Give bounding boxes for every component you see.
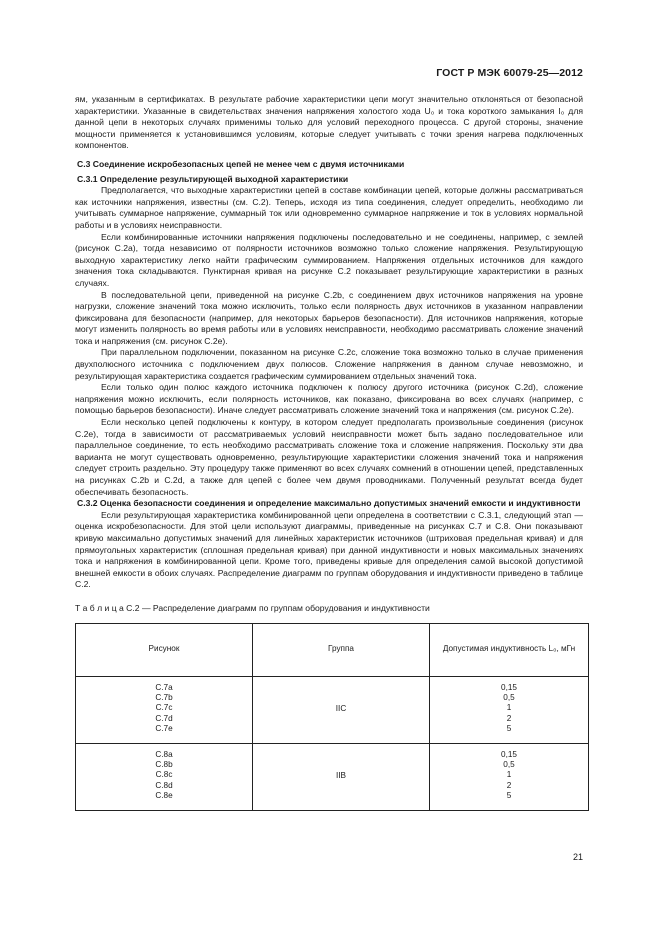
figure-ref: С.7а bbox=[155, 682, 173, 692]
column-header-group: Группа bbox=[253, 623, 430, 676]
inductance-value: 0,5 bbox=[503, 759, 515, 769]
diagram-distribution-table bbox=[75, 623, 589, 811]
inductance-value: 5 bbox=[506, 724, 512, 734]
figure-ref: С.8b bbox=[155, 759, 173, 769]
figure-ref: С.8d bbox=[155, 780, 173, 790]
section-heading-c31: С.3.1 Определение результирующей выходной характеристики bbox=[77, 173, 349, 184]
section-heading-c32: С.3.2 Оценка безопасности соединения и определение максимально допустимых значений емкости и индуктивности bbox=[77, 498, 581, 509]
paragraph: Если комбинированные источники напряжения подключены последовательно и не соединены, например, с землей (рисунок С.2а), тогда независимо от полярности источников возможно только сложение напряжения. Результирующую выходную характеристику легко найти графическим суммированием. Напряжения отдельных источников для каждого значения тока складываются. Пунктирная кривая на рисунке С.2 показывает результирующие характеристики в разных случаях. bbox=[75, 231, 583, 288]
figure-list-cell bbox=[76, 676, 253, 743]
inductance-value: 0,5 bbox=[503, 692, 515, 702]
figure-ref: С.7b bbox=[155, 692, 173, 702]
inductance-value: 1 bbox=[506, 703, 512, 713]
page-number: 21 bbox=[572, 852, 583, 862]
standard-code-header: ГОСТ Р МЭК 60079-25—2012 bbox=[436, 67, 583, 79]
column-header-inductance: Допустимая индуктивность L₀, мГн bbox=[430, 623, 589, 676]
document-body bbox=[75, 94, 583, 811]
inductance-value: 1 bbox=[506, 770, 512, 780]
group-cell: IIB bbox=[253, 743, 430, 810]
table-header-row bbox=[76, 623, 589, 676]
paragraph: Если несколько цепей подключены к контуру, в котором следует предполагать произвольные соединения (рисунок С.2е), тогда в зависимости от рассматриваемых условий неисправности может быть задано последовательное или параллельное соединение, то есть необходимо рассматривать сложение тока и сложение напряжения. Поскольку эти два варианта не могут существовать одновременно, результирующие характеристики сложения значений тока и напряжения следует строить раздельно. Эту процедуру также применяют во всех случаях сомнений в отношении цепей, представленных на рисунках С.2b и С.2d, а также для цепей с более чем двумя проводниками. Полученный результат всегда будет обеспечивать безопасность. bbox=[75, 417, 583, 497]
inductance-value: 5 bbox=[506, 791, 512, 801]
paragraph: Предполагается, что выходные характеристики цепей в составе комбинации цепей, которые должны рассматриваться как источники напряжения, известны (см. С.2). Теперь, исходя из типа соединения, следует определить, необходимо ли учитывать суммарное напряжение, суммарный ток или одновременно суммарное напряжение и ток в условиях нормальной работы и в условиях неисправности. bbox=[75, 185, 583, 230]
figure-ref: С.8е bbox=[155, 791, 173, 801]
inductance-list-cell bbox=[430, 743, 589, 810]
table-caption: Т а б л и ц а С.2 — Распределение диаграмм по группам оборудования и индуктивности bbox=[75, 602, 430, 613]
table-row bbox=[76, 676, 589, 743]
inductance-value: 0,15 bbox=[501, 749, 517, 759]
figure-ref: С.7d bbox=[155, 713, 173, 723]
figure-ref: С.8а bbox=[155, 749, 173, 759]
figure-ref: С.8с bbox=[155, 770, 173, 780]
figure-ref: С.7е bbox=[155, 724, 173, 734]
paragraph: При параллельном подключении, показанном на рисунке С.2с, сложение тока возможно только в случае применения двухполюсного источника с подключением двух полюсов. Сложение напряжения в данном случае невозможно, и результирующая характеристика создается графическим суммированием отдельных значений тока. bbox=[75, 347, 583, 381]
group-cell: IIC bbox=[253, 676, 430, 743]
inductance-value: 2 bbox=[506, 713, 512, 723]
figure-list-cell bbox=[76, 743, 253, 810]
paragraph: ям, указанным в сертификатах. В результате рабочие характеристики цепи могут значительно отклоняться от безопасной характеристики. Указанные в свидетельствах значения напряжения холостого хода U₀ и тока короткого замыкания I₀ для данной цепи в некоторых случаях применимы только для условий переходного процесса. С другой стороны, значение мощности применяется к установившимся условиям, которые следует учитывать с точки зрения нагрева подключенных компонентов. bbox=[75, 94, 583, 151]
inductance-value: 0,15 bbox=[501, 682, 517, 692]
paragraph: Если только один полюс каждого источника подключен к полюсу другого источника (рисунок С.2d), сложение напряжения можно исключить, если полярность источников, как показано, фиксирована во всех случаях (например, с помощью барьеров безопасности). Иначе следует рассматривать сложение значений тока и напряжения (см. рисунок С.2е). bbox=[75, 382, 583, 416]
paragraph: Если результирующая характеристика комбинированной цепи определена в соответствии с С.3.1, следующий этап — оценка искробезопасности. Для этой цели используют диаграммы, приведенные на рисунках С.7 и С.8. Они показывают кривую максимально допустимых значений для линейных характеристик источников (штриховая предельная кривая) и для прямоугольных характеристик (сплошная предельная кривая) при данной индуктивности и новых максимальных значениях тока и напряжения в комбинированной цепи. Кроме того, приведены кривые для определения самой высокой допустимой внешней емкости в обоих случаях. Распределение диаграмм по группам оборудования и индуктивности приведено в таблице С.2. bbox=[75, 509, 583, 590]
column-header-figure: Рисунок bbox=[76, 623, 253, 676]
figure-ref: С.7с bbox=[155, 703, 173, 713]
section-heading-c3: С.3 Соединение искробезопасных цепей не менее чем с двумя источниками bbox=[77, 158, 405, 169]
table-row bbox=[76, 743, 589, 810]
inductance-value: 2 bbox=[506, 780, 512, 790]
inductance-list-cell bbox=[430, 676, 589, 743]
paragraph: В последовательной цепи, приведенной на рисунке С.2b, с соединением двух источников напряжения на уровне нагрузки, сложение значений тока можно исключить, только если полярность двух источников в указанном направлении фиксирована для безопасности (например, для некоторых барьеров безопасности). Для источников напряжения, которые могут изменить полярность во время работы или в условиях неисправности, необходимо рассматривать сложение значений тока и напряжения (см. рисунок С.2е). bbox=[75, 289, 583, 346]
